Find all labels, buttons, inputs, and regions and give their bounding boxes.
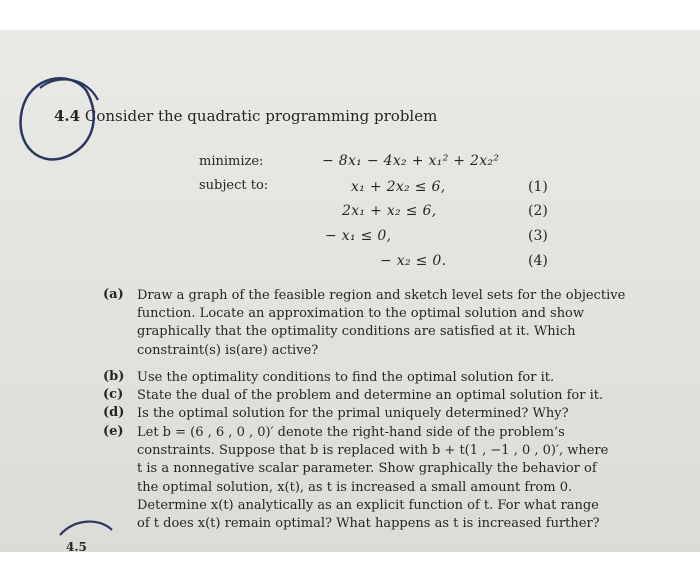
part-e-line: Determine x(t) analytically as an explicit function of t. For what range	[137, 497, 599, 513]
part-b-text: Use the optimality conditions to find the optimal solution for it.	[137, 370, 555, 385]
part-a-line: graphically that the optimality conditions are satisfied at it. Which	[137, 324, 576, 340]
minimize-label: minimize:	[199, 154, 264, 169]
part-e-line: of t does x(t) remain optimal? What happens as t is increased further?	[137, 516, 600, 532]
constraint-3: − x₁ ≤ 0,	[325, 228, 392, 244]
part-d-label: (d)	[103, 405, 125, 420]
constraint-1: x₁ + 2x₂ ≤ 6,	[351, 179, 446, 195]
part-e-line: constraints. Suppose that b is replaced with b + t(1 , −1 , 0 , 0)′, where	[137, 443, 609, 459]
part-a-line: function. Locate an approximation to the optimal solution and show	[137, 306, 585, 322]
part-a-line: Draw a graph of the feasible region and sketch level sets for the objective	[137, 288, 626, 303]
constraint-3-number: (3)	[528, 228, 548, 244]
part-a-line: constraint(s) is(are) active?	[137, 342, 319, 358]
constraint-4-number: (4)	[528, 253, 548, 269]
part-e-label: (e)	[103, 424, 124, 439]
part-c-text: State the dual of the problem and determine an optimal solution for it.	[137, 388, 604, 403]
next-problem-number-cut-off: 4.5	[66, 540, 87, 552]
constraint-1-number: (1)	[528, 179, 548, 195]
part-e-line: the optimal solution, x(t), as t is increased a small amount from 0.	[137, 479, 573, 495]
textbook-page	[0, 30, 700, 552]
subject-to-label: subject to:	[199, 178, 269, 193]
constraint-2: 2x₁ + x₂ ≤ 6,	[342, 203, 437, 219]
part-b-label: (b)	[103, 369, 125, 384]
constraint-4: − x₂ ≤ 0.	[380, 253, 447, 269]
part-c-label: (c)	[103, 387, 124, 402]
problem-number: 4.4	[54, 107, 81, 125]
objective-function: − 8x₁ − 4x₂ + x₁² + 2x₂²	[322, 153, 500, 169]
problem-heading	[54, 107, 437, 125]
part-a-label: (a)	[103, 287, 124, 302]
constraint-2-number: (2)	[528, 203, 548, 219]
part-e-line: t is a nonnegative scalar parameter. Show graphically the behavior of	[137, 461, 597, 477]
part-e-text	[137, 424, 608, 533]
problem-title: Consider the quadratic programming problem	[84, 107, 438, 125]
part-a-text	[137, 287, 625, 360]
part-d-text: Is the optimal solution for the primal uniquely determined? Why?	[137, 406, 569, 421]
part-e-line: Let b = (6 , 6 , 0 , 0)′ denote the right-hand side of the problem’s	[137, 425, 565, 440]
